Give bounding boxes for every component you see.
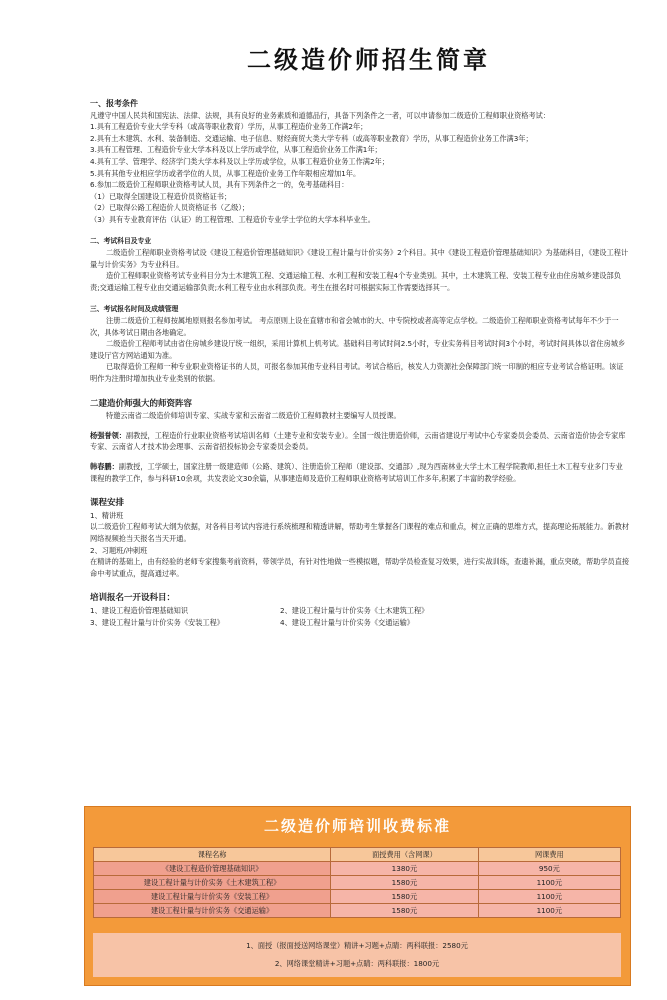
fee-online-price: 1100元 bbox=[478, 890, 620, 904]
teacher-2-name: 韩春鹏： bbox=[90, 462, 119, 472]
exemption-item-1: （1）已取得全国建设工程造价员资格证书； bbox=[90, 191, 232, 201]
exemption-item-3: （3）具有专业教育评估（认证）的工程管理、工程造价专业学士学位的大学本科毕业生。 bbox=[90, 214, 375, 224]
fee-onsite-price: 1380元 bbox=[331, 862, 479, 876]
teacher-1-name: 杨强誉领： bbox=[90, 430, 126, 440]
brochure-content bbox=[90, 94, 630, 628]
course-sub-1: 1、精讲班 bbox=[90, 510, 124, 520]
requirement-item-2: 2.具有土木建筑、水利、装备制造、交通运输、电子信息、财经商贸大类大学专科（或高等职业教育）学历，从事工程造价业务工作满3年； bbox=[90, 133, 533, 143]
subjects-paragraph-2: 造价工程师职业资格考试专业科目分为土木建筑工程、交通运输工程、水利工程和安装工程4个专业类别。其中，土木建筑工程、安装工程专业由住房城乡建设部负责;交通运输工程专业由交通运输部负责;水利工程专业由水利部负责。考生在报名时可根据实际工作需要选择其一。 bbox=[90, 271, 621, 292]
registration-paragraph-1: 注册二级造价工程师按属地原则报名参加考试。 考点原则上设在直辖市和省会城市的大、中专院校或者高等定点学校。二级造价工程师职业资格考试每年不少于一次，具体考试日期由各地确定。 bbox=[90, 316, 619, 337]
section-requirements-heading: 一、报考条件 bbox=[90, 99, 138, 108]
requirement-item-5: 5.具有其他专业相应学历或者学位的人员，从事工程造价业务工作年限相应增加1年。 bbox=[90, 168, 361, 178]
exemption-item-2: （2）已取得公路工程造价人员资格证书（乙级）； bbox=[90, 203, 250, 213]
section-registration-heading: 三、考试报名时间及成绩管理 bbox=[90, 304, 179, 313]
teacher-profile-2 bbox=[90, 461, 630, 484]
fee-onsite-price: 1580元 bbox=[331, 890, 479, 904]
course-item-1: 1、建设工程造价管理基础知识 bbox=[90, 605, 189, 615]
fee-table-row bbox=[94, 904, 621, 918]
fee-table-header-row bbox=[94, 848, 621, 862]
fee-panel bbox=[84, 806, 631, 986]
fee-table bbox=[93, 847, 621, 918]
fee-table-row bbox=[94, 876, 621, 890]
requirement-item-6: 6.参加二级造价工程师职业资格考试人员，具有下列条件之一的，免考基础科目： bbox=[90, 180, 349, 190]
requirements-intro: 凡遵守中国人民共和国宪法、法律、法规，具有良好的业务素质和道德品行，具备下列条件之一者，可以申请参加二级造价工程师职业资格考试： bbox=[90, 110, 551, 120]
teachers-intro: 特邀云南省二级造价师培训专家、实战专家和云南省二级造价工程师教材主要编写人员授课。 bbox=[106, 411, 401, 421]
fee-course-name: 建设工程计量与计价实务《土木建筑工程》 bbox=[94, 876, 331, 890]
fee-header-online: 网课费用 bbox=[478, 848, 620, 862]
fee-note-1: 1、面授（报面授送网络课堂）精讲+习题+点睛：两科联报：2580元 bbox=[246, 941, 468, 950]
course-paragraph-1: 以二级造价工程师考试大纲为依据，对各科目考试内容进行系统梳理和精透讲解，帮助考生掌握各门课程的难点和重点，树立正确的思维方式，提高理论拓展能力。新教材网络视频抢当天报名当天开通。 bbox=[90, 522, 630, 543]
fee-table-row bbox=[94, 890, 621, 904]
subjects-paragraph-1: 二级造价工程师职业资格考试设《建设工程造价管理基础知识》《建设工程计量与计价实务》2个科目。其中《建设工程造价管理基础知识》为基础科目，《建设工程计量与计价实务》为专业科目。 bbox=[90, 248, 629, 269]
fee-note-2: 2、网络课堂精讲+习题+点睛：两科联报：1800元 bbox=[274, 959, 440, 968]
fee-title: 二级造价师培训收费标准 bbox=[263, 817, 451, 835]
course-item-4: 4、建设工程计量与计价实务《交通运输》 bbox=[280, 617, 414, 627]
requirement-item-4: 4.具有工学、管理学、经济学门类大学本科及以上学历或学位，从事工程造价业务工作满2年； bbox=[90, 156, 389, 166]
requirement-item-1: 1.具有工程造价专业大学专科（或高等职业教育）学历，从事工程造价业务工作满2年； bbox=[90, 122, 368, 132]
teacher-1-description: 副教授，工程造价行业职业资格考试培训名师（土建专业和安装专业）。全国一级注册造价师，云南省建设厅考试中心专家委员会委员、云南省造价协会专家库专家、云南省人才技术协会理事、云南省招投标协会专家委员会委员。 bbox=[90, 430, 626, 452]
section-teachers-heading: 二建造价师强大的师资阵容 bbox=[90, 398, 193, 409]
section-course-heading: 课程安排 bbox=[90, 498, 125, 509]
page-title bbox=[0, 40, 667, 75]
fee-onsite-price: 1580元 bbox=[331, 876, 479, 890]
teacher-profile-1 bbox=[90, 430, 630, 453]
fee-course-name: 建设工程计量与计价实务《交通运输》 bbox=[94, 904, 331, 918]
fee-header-course: 课程名称 bbox=[94, 848, 331, 862]
section-subjects-heading: 二、考试科目及专业 bbox=[90, 236, 152, 245]
fee-online-price: 1100元 bbox=[478, 876, 620, 890]
fee-notes bbox=[93, 933, 621, 977]
teacher-2-description: 副教授，工学硕士，国家注册一级建造师（公路、建筑）、注册造价工程师（建设部、交通部）,现为西南林业大学土木工程学院教师,担任土木工程专业多门专业课程的教学工作，参与科研10余项，共发表论文30余篇，从事建造师及造价工程师职业资格考试培训工作多年,积累了丰富的教学经验。 bbox=[90, 462, 623, 483]
fee-online-price: 950元 bbox=[478, 862, 620, 876]
fee-onsite-price: 1580元 bbox=[331, 904, 479, 918]
course-item-3: 3、建设工程计量与计价实务《安装工程》 bbox=[90, 617, 224, 627]
fee-header-onsite: 面授费用（含网课） bbox=[331, 848, 479, 862]
fee-course-name: 《建设工程造价管理基础知识》 bbox=[94, 862, 331, 876]
course-item-2: 2、建设工程计量与计价实务《土木建筑工程》 bbox=[280, 605, 429, 615]
section-training-heading: 培训报名一开设科目： bbox=[90, 593, 176, 604]
fee-table-row bbox=[94, 862, 621, 876]
course-sub-2: 2、习题班/冲刺班 bbox=[90, 545, 148, 555]
fee-course-name: 建设工程计量与计价实务《安装工程》 bbox=[94, 890, 331, 904]
page-title-text: 二级造价师招生简章 bbox=[247, 46, 490, 74]
course-paragraph-2: 在精讲的基础上，由有经验的老师专家搜集考前资料，带领学员，有针对性地做一些模拟题，帮助学员检查复习效果，进行实战训练，查遗补漏，重点突破，帮助学员直接命中考试重点，提高通过率。 bbox=[90, 557, 630, 578]
registration-paragraph-3: 已取得造价工程师一种专业职业资格证书的人员，可报名参加其他专业科目考试。考试合格后，核发人力资源社会保障部门统一印制的相应专业考试合格证明。该证明作为注册时增加执业专业类别的依据。 bbox=[90, 362, 624, 384]
fee-online-price: 1100元 bbox=[478, 904, 620, 918]
course-list bbox=[90, 605, 630, 628]
requirement-item-3: 3.具有工程管理、工程造价专业大学本科及以上学历或学位，从事工程造价业务工作满1年； bbox=[90, 145, 382, 155]
registration-paragraph-2: 二级造价工程师考试由省住房城乡建设厅统一组织，采用计算机上机考试。基础科目考试时间2.5小时，专业实务科目考试时间3个小时，考试时间具体以省住房城乡建设厅官方网站通知为准。 bbox=[90, 339, 626, 360]
